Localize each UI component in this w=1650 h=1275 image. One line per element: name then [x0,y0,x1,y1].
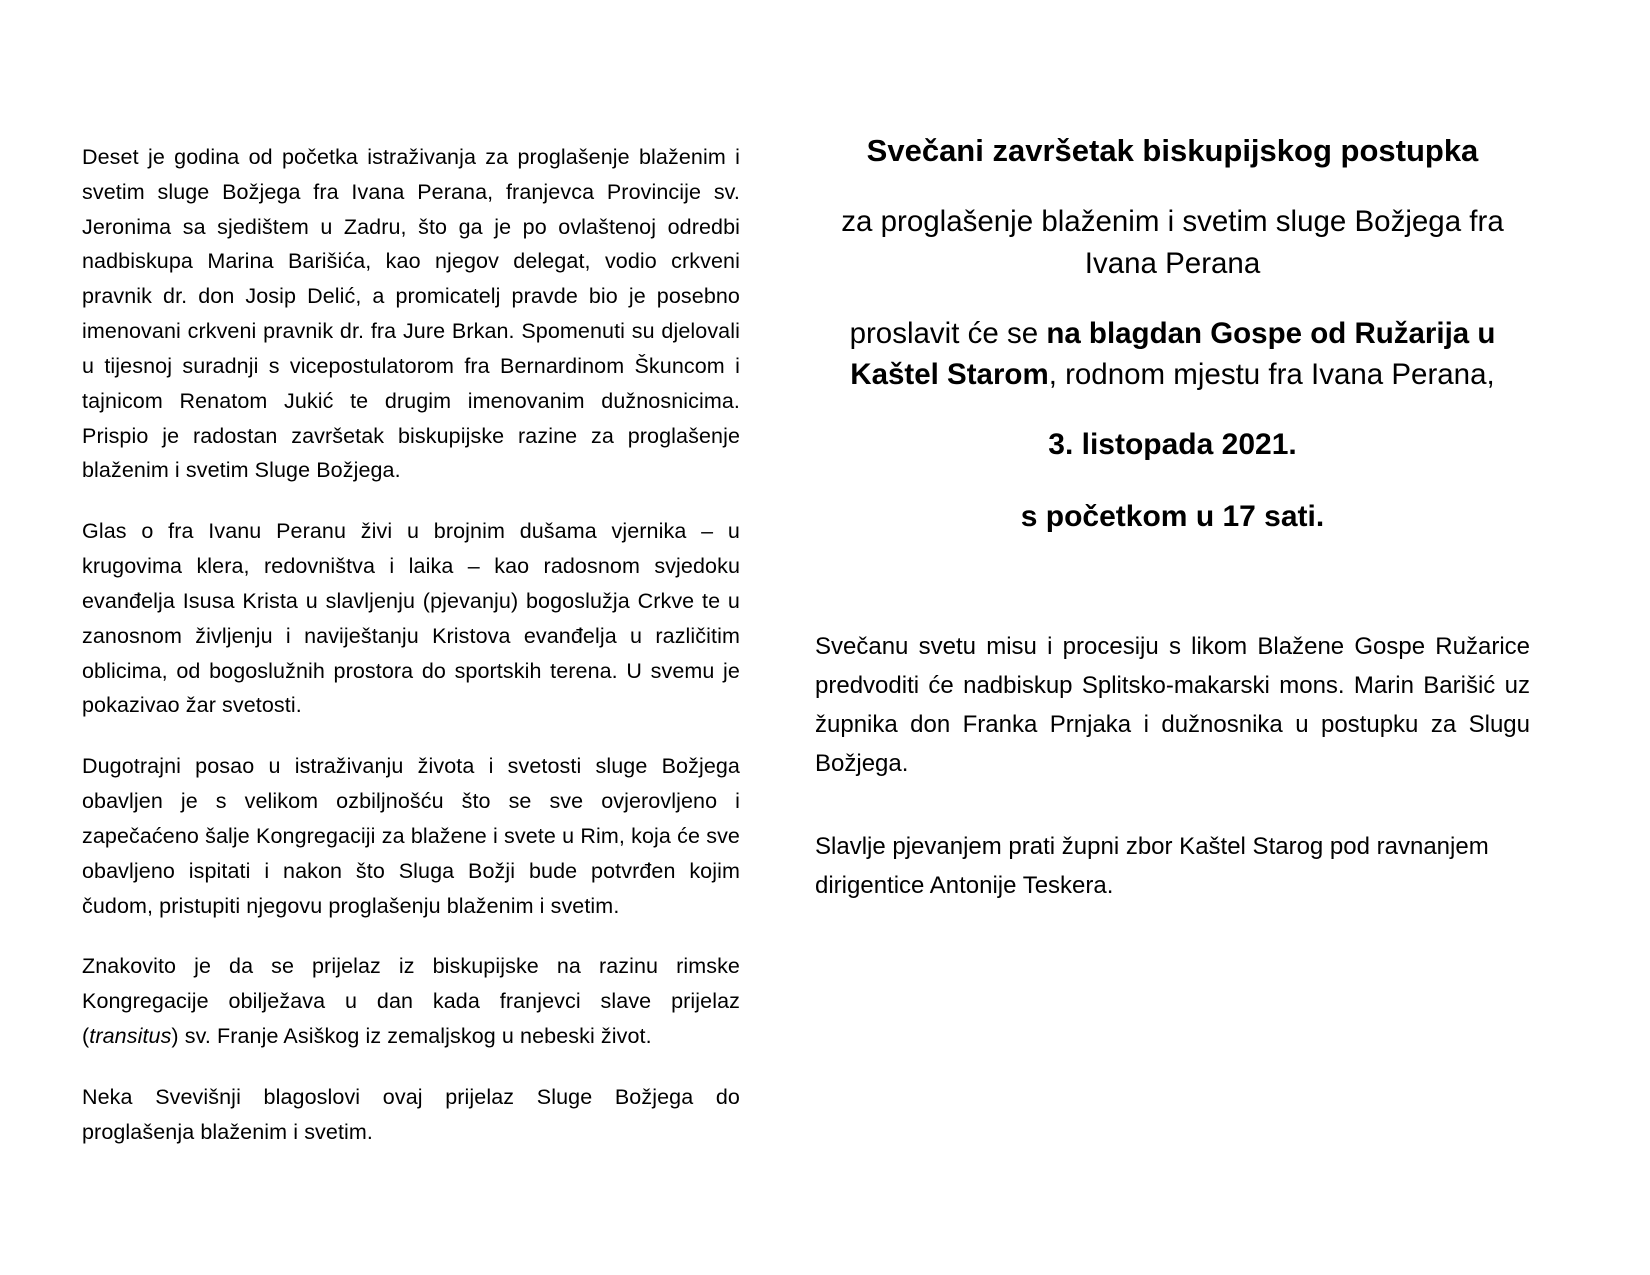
announcement-tail: , rodnom mjestu fra Ivana Perana, [1048,358,1495,392]
subtitle: za proglašenje blaženim i svetim sluge Božjega fra Ivana Perana [841,204,1504,280]
spacer-large [815,538,1530,628]
paragraph-celebrants: Svečanu svetu misu i procesiju s likom Blažene Gospe Ružarice predvoditi će nadbiskup Splitsko-makarski mons. Marin Barišić uz župnika don Franka Prnjaka i dužnosnika u postupku za Slugu Božjega. [815,633,1530,777]
spacer-medium [815,784,1530,828]
paragraph-choir: Slavlje pjevanjem prati župni zbor Kaštel Starog pod ravnanjem dirigentice Antonije Teskera. [815,832,1489,899]
event-date: 3. listopada 2021. [1048,428,1297,462]
transitus-before: Znakovito je da se prijelaz iz biskupijske na razinu rimske Kongregacije obilježava u dan kada franjevci slave prijelaz ( [82,954,740,1049]
announcement-line [815,313,1530,397]
announcement-highlight: na blagdan Gospe od Ružarija u Kaštel Starom [850,316,1496,392]
page-title: Svečani završetak biskupijskog postupka [866,133,1479,168]
transitus-italic: transitus [89,1024,172,1049]
right-announcement-column [740,0,1650,906]
announcement-lead: proslavit će se [849,316,1047,350]
left-text-column [0,0,740,1150]
paragraph-blessing: Neka Svevišnji blagoslovi ovaj prijelaz Sluge Božjega do proglašenja blaženim i svetim. [82,1084,740,1144]
paragraph-dugotrajni: Dugotrajni posao u istraživanju života i svetosti sluge Božjega obavljen je s velikom ozbiljnošću što se sve ovjerovljeno i zapečaćeno šalje Kongregaciji za blažene i svete u Rim, koja će sve obavljeno ispitati i nakon što Sluga Božji bude potvrđen kojim čudom, pristupiti njegovu proglašenju blaženim i svetim. [82,754,740,918]
paragraph-intro: Deset je godina od početka istraživanja za proglašenje blaženim i svetim sluge Božjega fra Ivana Perana, franjevca Provincije sv. Jeronima sa sjedištem u Zadru, što ga je po ovlaštenoj odredbi nadbiskupa Marina Barišića, kao njegov delegat, vodio crkveni pravnik dr. don Josip Delić, a promicatelj pravde bio je posebno imenovani crkveni pravnik dr. fra Jure Brkan. Spomenuti su djelovali u tijesnoj suradnji s vicepostulatorom fra Bernardinom Škuncom i tajnicom Renatom Jukić te drugim imenovanim dužnosnicima. Prispio je radostan završetak biskupijske razine za proglašenje blaženim i svetim Sluge Božjega. [82,145,740,483]
event-time: s početkom u 17 sati. [1020,500,1325,534]
transitus-after: ) sv. Franje Asiškog iz zemaljskog u nebeski život. [171,1024,652,1049]
paragraph-glas: Glas o fra Ivanu Peranu živi u brojnim dušama vjernika – u krugovima klera, redovništva i laika – kao radosnom svjedoku evanđelja Isusa Krista u slavljenju (pjevanju) bogoslužja Crkve te u zanosnom življenju i naviještanju Kristova evanđelja u različitim oblicima, od bogoslužnih prostora do sportskih terena. U svemu je pokazivao žar svetosti. [82,519,740,718]
paragraph-transitus [82,949,740,1053]
